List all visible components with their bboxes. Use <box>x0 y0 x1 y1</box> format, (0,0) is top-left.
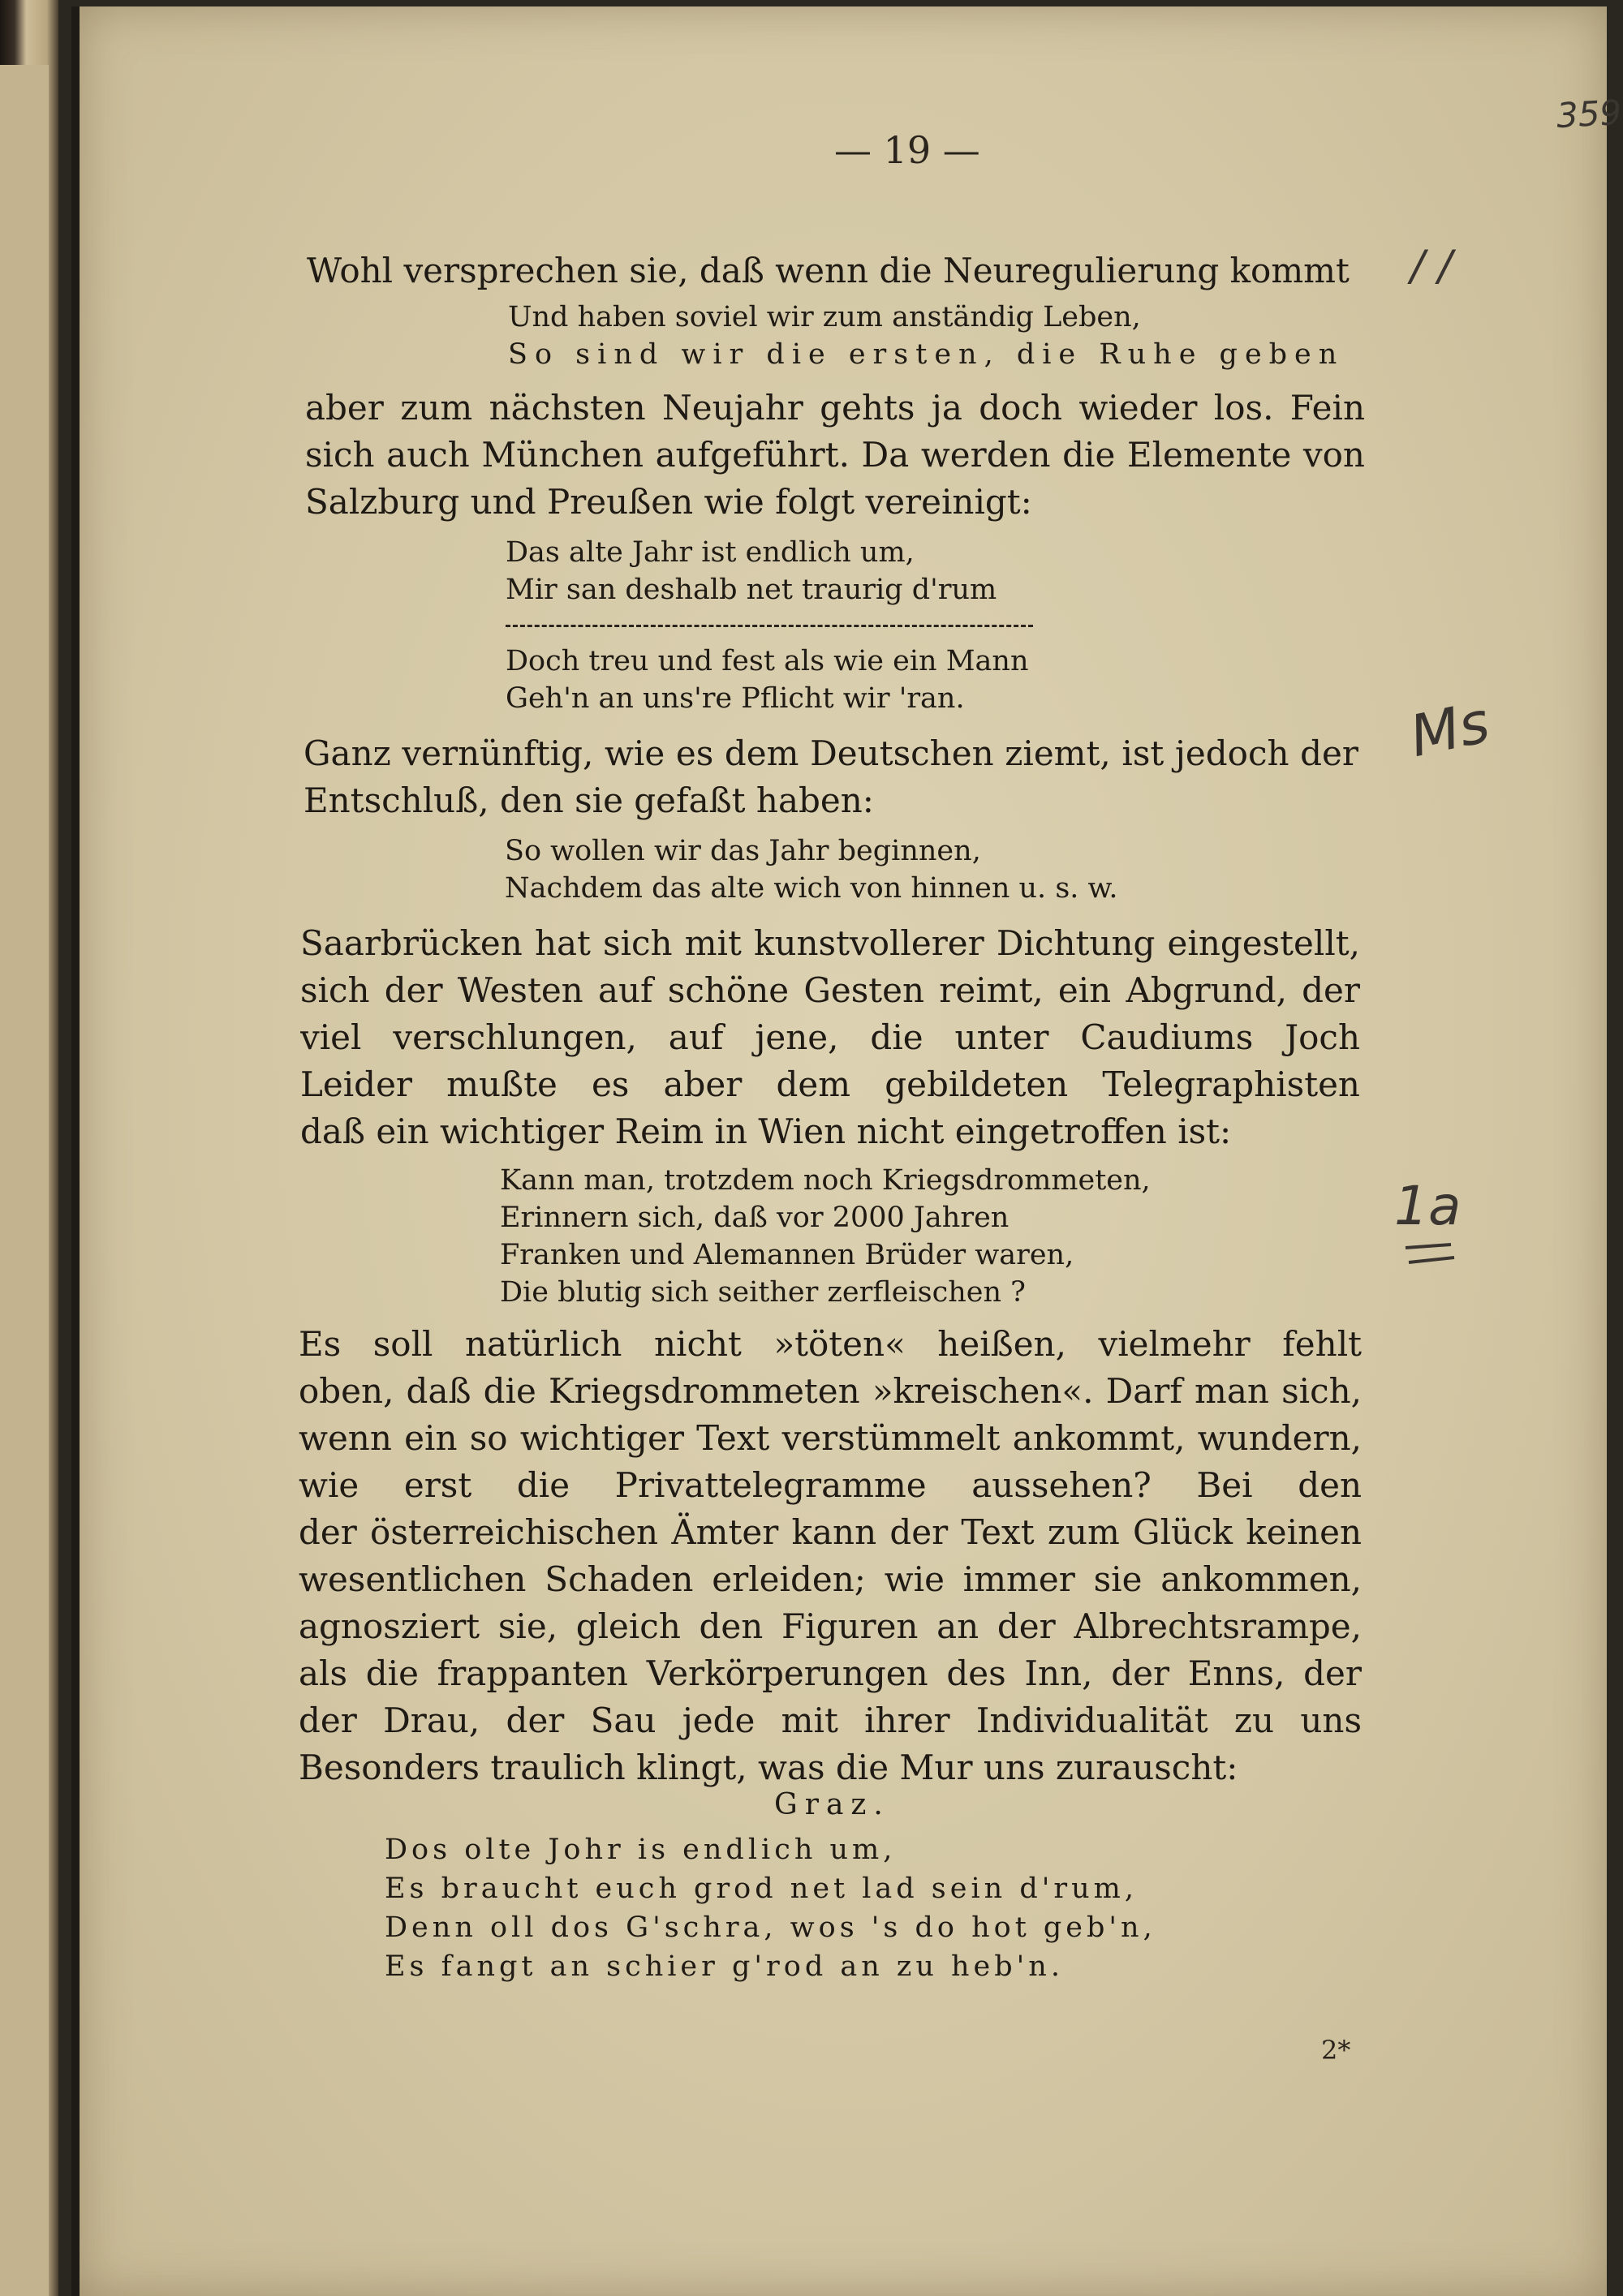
paragraph-line: sich auch München aufgeführt. Da werden die Elemente von <box>305 435 1365 475</box>
verse-block-1 <box>508 299 1344 373</box>
previous-page-edge <box>0 65 49 2296</box>
verse-line: Es braucht euch grod net lad sein d'rum, <box>385 1872 1138 1905</box>
verse-line: Doch treu und fest als wie ein Mann <box>506 645 1029 677</box>
intro-line: Wohl versprechen sie, daß wenn die Neuregulierung kommt <box>307 251 1350 290</box>
paragraph-line: der Drau, der Sau jede mit ihrer Individualität zu uns <box>299 1701 1362 1740</box>
paragraph-line: der österreichischen Ämter kann der Text zum Glück keinen <box>299 1512 1362 1552</box>
verse-line: Das alte Jahr ist endlich um, <box>506 536 915 569</box>
paragraph-line: sich der Westen auf schöne Gesten reimt, ein Abgrund, der <box>300 970 1360 1010</box>
archive-number: 359 <box>1555 92 1623 136</box>
paragraph-line: Salzburg und Preußen wie folgt vereinigt: <box>305 482 1032 522</box>
paragraph-line: aber zum nächsten Neujahr gehts ja doch wieder los. Fein <box>305 388 1365 428</box>
verse-line: Kann man, trotzdem noch Kriegsdrommeten, <box>500 1164 1151 1197</box>
verse-line: Die blutig sich seither zerfleischen ? <box>500 1276 1026 1309</box>
paragraph-line: agnosziert sie, gleich den Figuren an der Albrechtsrampe, <box>299 1606 1362 1646</box>
paragraph-4 <box>299 1321 1362 1791</box>
paragraph-line: als die frappanten Verkörperungen des Inn, der Enns, der <box>299 1653 1362 1693</box>
verse-line: So sind wir die ersten, die Ruhe geben <box>508 338 1345 371</box>
verse-line: Erinnern sich, daß vor 2000 Jahren <box>500 1202 1010 1234</box>
double-underline-mark <box>1402 1240 1459 1272</box>
paragraph-line: Saarbrücken hat sich mit kunstvollerer Dichtung eingestellt, <box>300 923 1360 963</box>
paragraph-line: Besonders traulich klingt, was die Mur uns zurauscht: <box>299 1748 1238 1787</box>
page-number: — 19 — <box>834 128 980 172</box>
paragraph-2 <box>304 730 1358 824</box>
paragraph-line: oben, daß die Kriegsdrommeten »kreischen«. Darf man sich, <box>299 1371 1362 1411</box>
paragraph-3 <box>300 920 1360 1155</box>
margin-mark-slashes: / / <box>1410 242 1453 290</box>
paragraph-line: wie erst die Privattelegramme aussehen? Bei den <box>299 1465 1362 1505</box>
signature-mark: 2* <box>1321 2035 1351 2066</box>
verse-line: Mir san deshalb net traurig d'rum <box>506 574 997 606</box>
verse-separator-dashes <box>506 625 1033 627</box>
paragraph-line: wesentlichen Schaden erleiden; wie immer sie ankommen, <box>299 1559 1362 1599</box>
verse-block-2b <box>506 643 1029 717</box>
paragraph-line: viel verschlungen, auf jene, die unter Caudiums Joch <box>300 1017 1360 1057</box>
paragraph-1 <box>305 385 1365 526</box>
document-page <box>71 6 1623 2296</box>
verse-line: So wollen wir das Jahr beginnen, <box>505 835 981 867</box>
paragraph-line: wenn ein so wichtiger Text verstümmelt ankommt, wundern, <box>299 1418 1362 1458</box>
paragraph-line: Leider mußte es aber dem gebildeten Telegraphisten <box>300 1064 1360 1104</box>
margin-signature-mark: Ms <box>1404 688 1496 771</box>
verse-block-2 <box>506 534 997 608</box>
verse-line: Geh'n an uns're Pflicht wir 'ran. <box>506 682 965 715</box>
verse-block-4 <box>500 1162 1151 1311</box>
verse-block-5 <box>385 1830 1156 1986</box>
verse-line: Denn oll dos G'schra, wos 's do hot geb'n, <box>385 1911 1156 1944</box>
verse-line: Dos olte Johr is endlich um, <box>385 1834 897 1866</box>
verse-line: Nachdem das alte wich von hinnen u. s. w. <box>505 872 1118 905</box>
poem-title-graz: Graz. <box>774 1788 890 1821</box>
verse-line: Und haben soviel wir zum anständig Leben, <box>508 301 1141 333</box>
verse-block-3 <box>505 832 1117 907</box>
verse-line: Franken und Alemannen Brüder waren, <box>500 1239 1074 1271</box>
paragraph-line: daß ein wichtiger Reim in Wien nicht eingetroffen ist: <box>300 1111 1232 1151</box>
paragraph-line: Es soll natürlich nicht »töten« heißen, vielmehr fehlt <box>299 1324 1362 1364</box>
verse-line: Es fangt an schier g'rod an zu heb'n. <box>385 1950 1064 1983</box>
paragraph-line: Entschluß, den sie gefaßt haben: <box>304 780 874 820</box>
margin-mark-1a: 1a <box>1394 1175 1462 1237</box>
paragraph-line: Ganz vernünftig, wie es dem Deutschen ziemt, ist jedoch der <box>304 733 1358 773</box>
